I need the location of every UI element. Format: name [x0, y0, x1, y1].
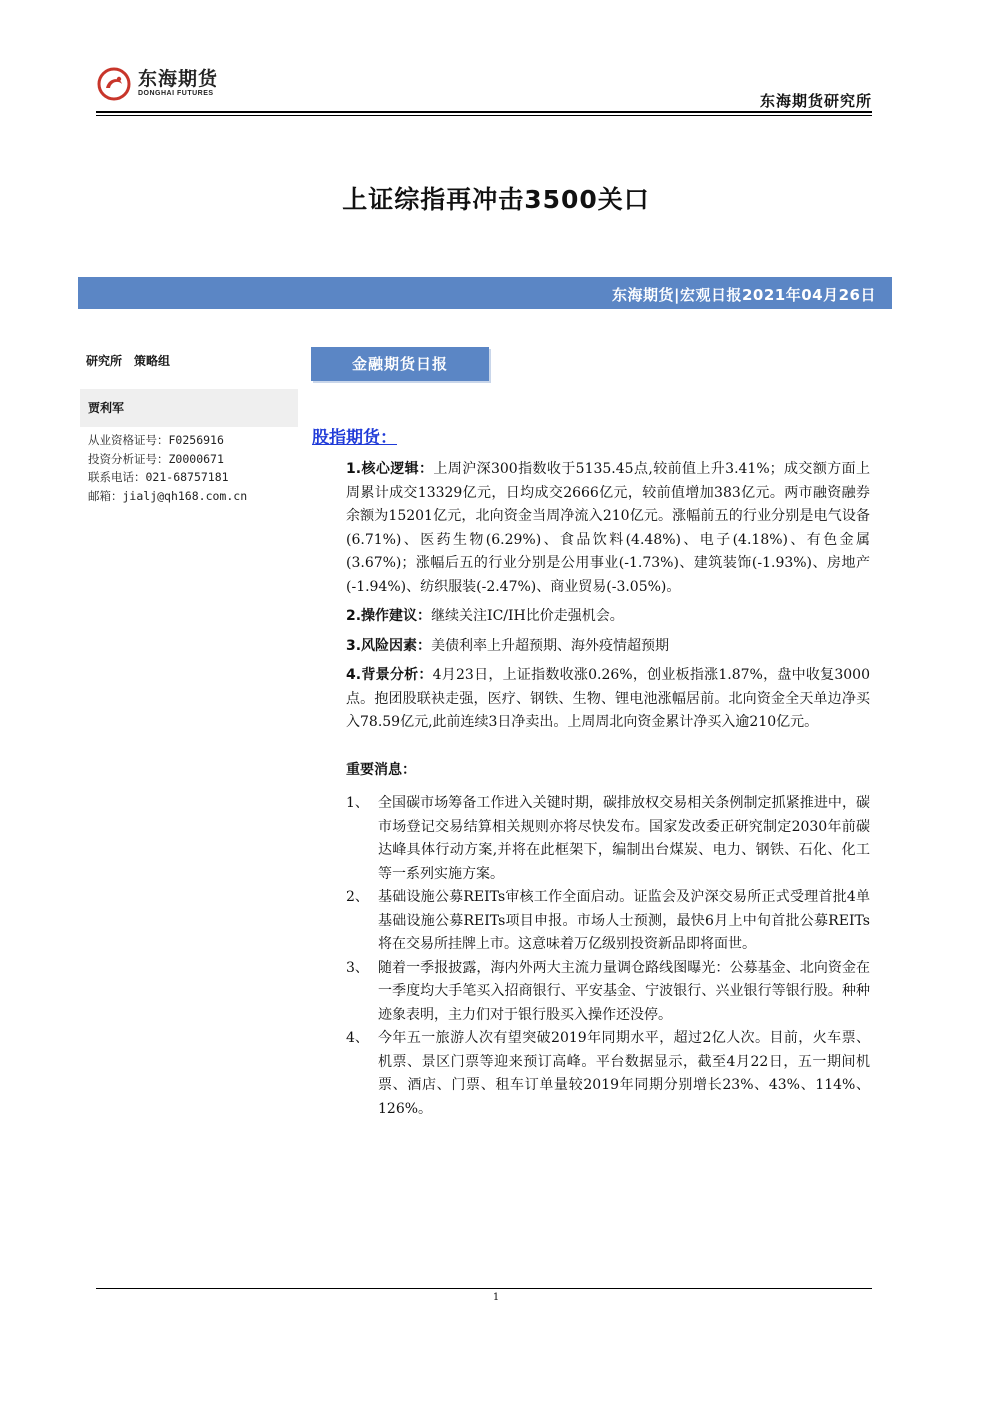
news-number: 2、 [346, 889, 369, 905]
page-header [96, 60, 872, 114]
analysis-certificate-number: 投资分析证号：Z0000671 [88, 451, 224, 466]
paragraph-text: 继续关注IC/IH比价走强机会。 [431, 608, 624, 624]
contact-phone: 联系电话：021-68757181 [88, 470, 229, 484]
paragraph-text: 美债利率上升超预期、海外疫情超预期 [431, 637, 670, 654]
institute-name: 东海期货研究所 [759, 92, 872, 110]
paragraph-label: 3.风险因素： [346, 637, 432, 654]
paragraph-text: 4月23日，上证指数收涨0.26%，创业板指涨1.87%，盘中收复3000点。抱团股联袂走强，医疗、钢铁、生物、锂电池涨幅居前。北向资金全天单边净买入78.59亿元,此前连续3日净卖出。上周周北向资金累计净买入逾210亿元。 [346, 667, 870, 730]
paragraph-risk-factors [346, 635, 870, 659]
news-item [346, 792, 870, 886]
news-item [346, 957, 870, 1028]
author-sidebar [80, 352, 298, 505]
analyst-name: 贾利军 [80, 389, 298, 427]
news-number: 1、 [346, 795, 369, 811]
contact-info [80, 431, 298, 505]
paragraph-label: 4.背景分析： [346, 667, 433, 683]
header-rule-thin [96, 115, 872, 116]
news-number: 3、 [346, 959, 369, 976]
contact-email: 邮箱：jialj@qh168.com.cn [88, 488, 248, 503]
header-rule-thick [96, 111, 872, 113]
news-text: 全国碳市场筹备工作进入关键时期，碳排放权交易相关条例制定抓紧推进中，碳市场登记交易结算相关规则亦将尽快发布。国家发改委正研究制定2030年前碳达峰具体行动方案,并将在此框架下，编制出台煤炭、电力、钢铁、石化、化工等一系列实施方案。 [378, 795, 870, 882]
paragraph-label: 1.核心逻辑： [346, 461, 434, 477]
dragon-logo-icon [96, 66, 132, 102]
logo-en-text: DONGHAI FUTURES [138, 90, 214, 97]
news-item [346, 886, 870, 957]
paragraph-core-logic [346, 458, 870, 599]
report-category-tag: 金融期货日报 [311, 347, 489, 381]
news-item [346, 1027, 870, 1121]
news-heading: 重要消息： [346, 761, 416, 778]
news-text: 今年五一旅游人次有望突破2019年同期水平，超过2亿人次。目前，火车票、机票、景区门票等迎来预订高峰。平台数据显示，截至4月22日，五一期间机票、酒店、门票、租车订单量较2019年同期分别增长23%、43%、114%、126%。 [378, 1030, 870, 1117]
page-number: 1 [492, 1292, 500, 1303]
report-body [346, 458, 870, 1121]
company-logo [96, 66, 218, 102]
report-banner [78, 277, 892, 309]
report-title: 上证综指再冲击3500关口 [342, 185, 650, 214]
paragraph-text: 上周沪深300指数收于5135.45点,较前值上升3.41%；成交额方面上周累计成交13329亿元，日均成交2666亿元，较前值增加383亿元。两市融资融券余额为15201亿元，北向资金当周净流入210亿元。涨幅前五的行业分别是电气设备(6.71%)、医药生物(6.29%)、食品饮料(4.48%)、电子(4.18%)、有色金属(3.67%)；涨幅后五的行业分别是公用事业(-1.73%)、建筑装饰(-1.93%)、房地产(-1.94%)、纺织服装(-2.47%)、商业贸易(-3.05%)。 [346, 461, 870, 595]
qualification-number: 从业资格证号：F0256916 [88, 433, 224, 447]
paragraph-operation-advice [346, 605, 870, 629]
paragraph-label: 2.操作建议： [346, 608, 432, 624]
paragraph-background [346, 664, 870, 735]
section-title-index-futures: 股指期货： [312, 428, 397, 448]
banner-text: 东海期货|宏观日报2021年04月26日 [612, 286, 876, 304]
logo-cn-text: 东海期货 [138, 68, 219, 90]
news-text: 随着一季报披露，海内外两大主流力量调仓路线图曝光：公募基金、北向资金在一季度均大手笔买入招商银行、平安基金、宁波银行、兴业银行等银行股。种种迹象表明，主力们对于银行股买入操作还没停。 [378, 959, 870, 1023]
footer-rule [96, 1288, 872, 1289]
research-group: 研究所 策略组 [86, 354, 171, 368]
news-number: 4、 [346, 1030, 369, 1046]
news-text: 基础设施公募REITs审核工作全面启动。证监会及沪深交易所正式受理首批4单基础设施公募REITs项目申报。市场人士预测，最快6月上中旬首批公募REITs将在交易所挂牌上市。这意味着万亿级别投资新品即将面世。 [378, 889, 870, 952]
